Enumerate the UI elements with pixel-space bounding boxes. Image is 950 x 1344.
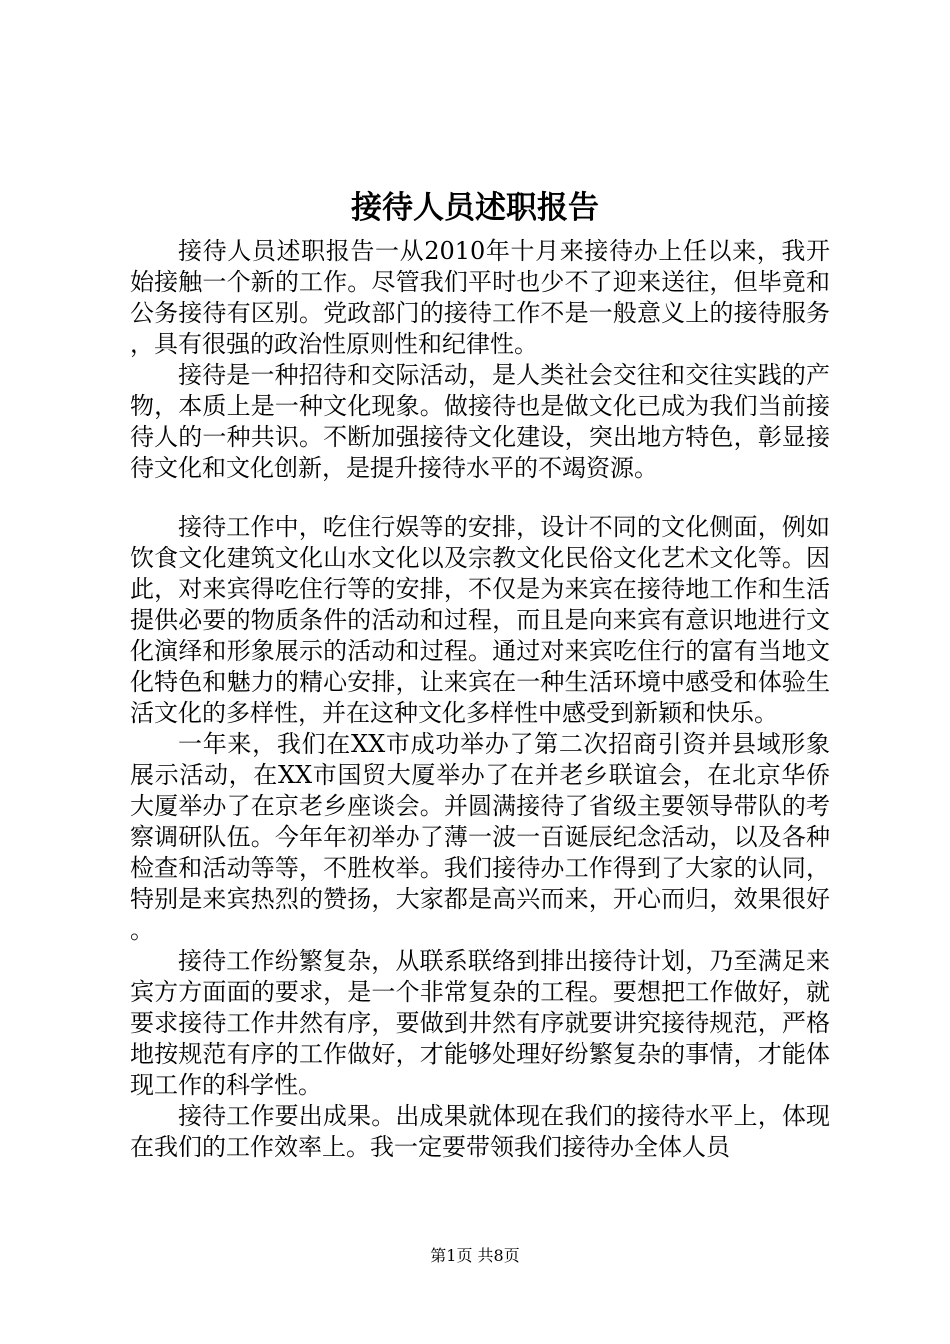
- paragraph-gap: [130, 484, 830, 512]
- paragraph-4: 一年来，我们在XX市成功举办了第二次招商引资并县域形象展示活动，在XX市国贸大厦举办了在并老乡联谊会，在北京华侨大厦举办了在京老乡座谈会。并圆满接待了省级主要领导带队的考察调研队伍。今年年初举办了薄一波一百诞辰纪念活动，以及各种检查和活动等等，不胜枚举。我们接待办工作得到了大家的认同，特别是来宾热烈的赞扬，大家都是高兴而来，开心而归，效果很好。: [130, 730, 830, 944]
- paragraph-2: 接待是一种招待和交际活动，是人类社会交往和交往实践的产物，本质上是一种文化现象。做接待也是做文化已成为我们当前接待人的一种共识。不断加强接待文化建设，突出地方特色，彰显接待文化和文化创新，是提升接待水平的不竭资源。: [130, 361, 830, 482]
- paragraph-5: 接待工作纷繁复杂，从联系联络到排出接待计划，乃至满足来宾方方面面的要求，是一个非常复杂的工程。要想把工作做好，就要求接待工作井然有序，要做到井然有序就要讲究接待规范，严格地按规范有序的工作做好，才能够处理好纷繁复杂的事情，才能体现工作的科学性。: [130, 947, 830, 1099]
- page-number-footer: 第1页 共8页: [430, 1246, 520, 1265]
- document-title: 接待人员述职报告: [351, 190, 599, 226]
- paragraph-6: 接待工作要出成果。出成果就体现在我们的接待水平上，体现在我们的工作效率上。我一定要带领我们接待办全体人员: [130, 1102, 830, 1161]
- document-body: [130, 236, 830, 1163]
- paragraph-3: 接待工作中，吃住行娱等的安排，设计不同的文化侧面，例如饮食文化建筑文化山水文化以及宗教文化民俗文化艺术文化等。因此，对来宾得吃住行等的安排，不仅是为来宾在接待地工作和生活提供必要的物质条件的活动和过程，而且是向来宾有意识地进行文化演绎和形象展示的活动和过程。通过对来宾吃住行的富有当地文化特色和魅力的精心安排，让来宾在一种生活环境中感受和体验生活文化的多样性，并在这种文化多样性中感受到新颖和快乐。: [130, 513, 830, 727]
- paragraph-1: 接待人员述职报告一从2010年十月来接待办上任以来，我开始接触一个新的工作。尽管我们平时也少不了迎来送往，但毕竟和公务接待有区别。党政部门的接待工作不是一般意义上的接待服务，具有很强的政治性原则性和纪律性。: [130, 237, 830, 358]
